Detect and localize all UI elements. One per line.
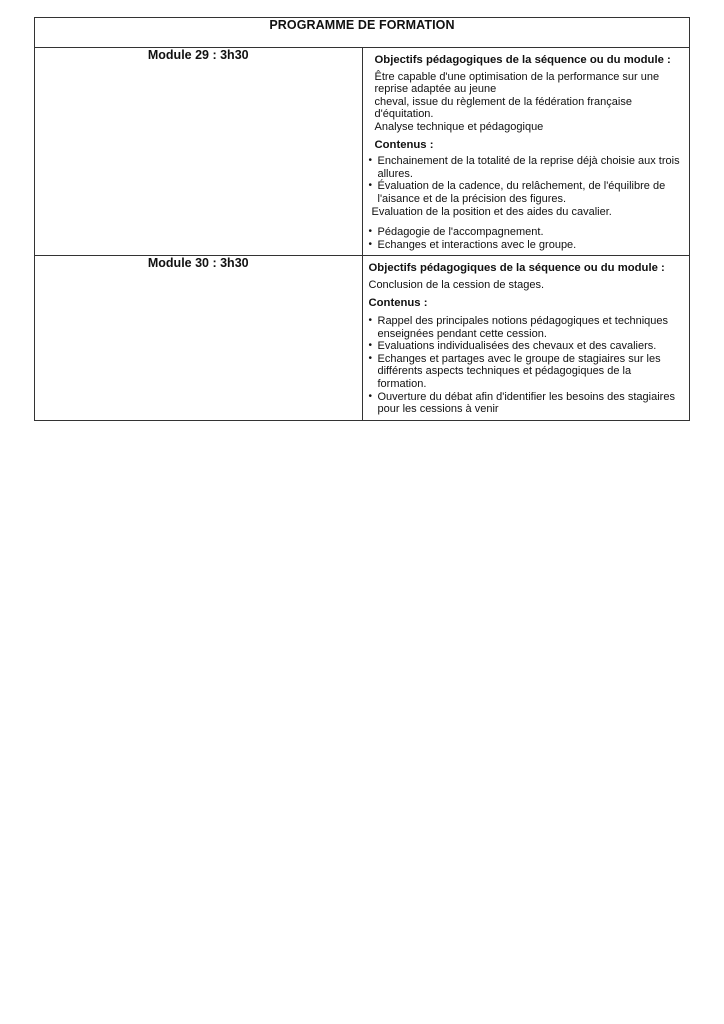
module-row	[35, 256, 690, 421]
list-item: • Pédagogie de l'accompagnement.	[369, 226, 684, 239]
contents-list	[369, 315, 684, 416]
contents-list	[369, 226, 684, 251]
module-label: Module 30 : 3h30	[35, 256, 363, 421]
table-header-row	[35, 18, 690, 48]
objectives-heading: Objectifs pédagogiques de la séquence ou du module :	[368, 262, 665, 275]
objective-line: Conclusion de la cession de stages.	[368, 278, 544, 291]
objective-line: cheval, issue du règlement de la fédération française d'équitation.	[374, 95, 632, 121]
list-item: • Enchainement de la totalité de la reprise déjà choisie aux trois allures.	[369, 155, 684, 180]
list-item: • Evaluations individualisées des chevaux et des cavaliers.	[369, 340, 684, 353]
module-content	[362, 48, 690, 256]
objectives-heading: Objectifs pédagogiques de la séquence ou du module :	[374, 54, 671, 66]
contents-list	[369, 155, 684, 205]
module-content	[362, 256, 690, 421]
table-title: PROGRAMME DE FORMATION	[35, 18, 690, 48]
objective-line: Analyse technique et pédagogique	[374, 120, 544, 133]
list-item: • Ouverture du débat afin d'identifier les besoins des stagiaires pour les cessions à venir	[369, 391, 684, 416]
list-item: • Évaluation de la cadence, du relâchement, de l'équilibre de l'aisance et de la précision des figures.	[369, 180, 684, 205]
list-item: • Rappel des principales notions pédagogiques et techniques enseignées pendant cette cession.	[369, 315, 684, 340]
contents-heading: Contenus :	[368, 296, 428, 309]
list-item: • Echanges et interactions avec le groupe.	[369, 239, 684, 252]
list-item: • Echanges et partages avec le groupe de stagiaires sur les différents aspects techniques et pédagogiques de la formation.	[369, 353, 684, 391]
module-label: Module 29 : 3h30	[35, 48, 363, 256]
training-program-table	[34, 17, 690, 421]
module-row	[35, 48, 690, 256]
objective-line: Être capable d'une optimisation de la performance sur une reprise adaptée au jeune	[374, 70, 660, 96]
contents-line: Evaluation de la position et des aides du cavalier.	[371, 205, 612, 218]
contents-heading: Contenus :	[374, 138, 434, 151]
